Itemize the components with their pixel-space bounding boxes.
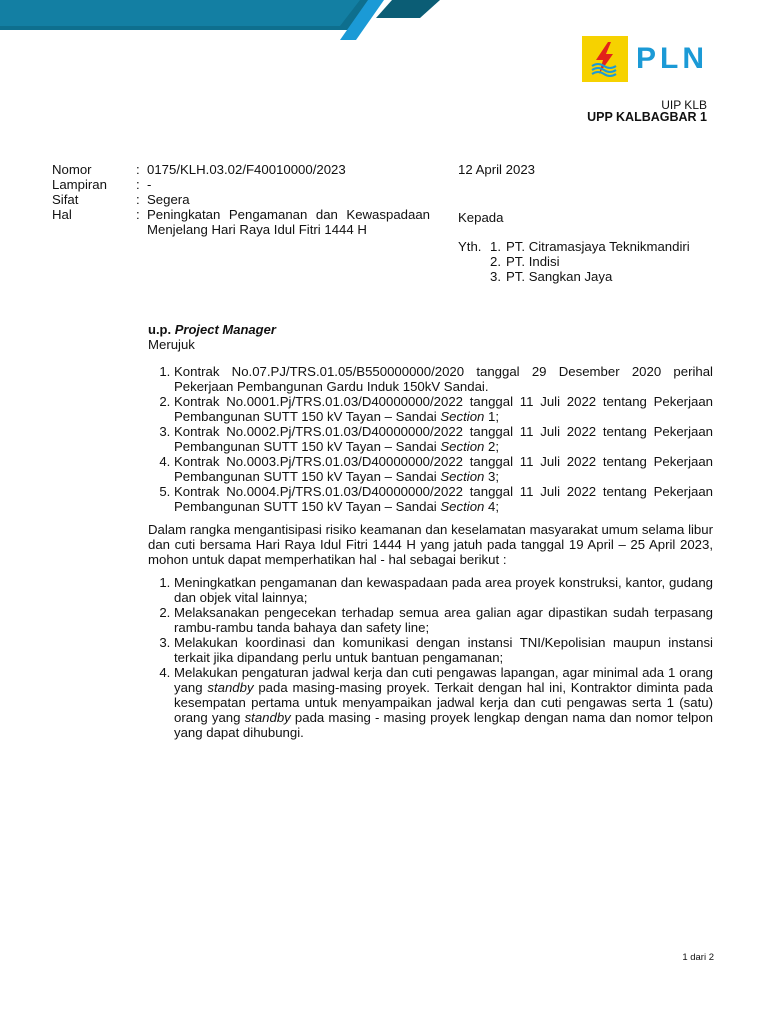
lightning-icon	[582, 36, 628, 82]
pln-logo-mark	[582, 36, 628, 82]
header-band	[0, 0, 768, 40]
meta-colon: :	[136, 177, 140, 192]
list-item-text: Kontrak No.0003.Pj/TRS.01.03/D40000000/2022 tanggal 11 Juli 2022 tentang Pekerjaan Pembangunan SUTT 150 kV Tayan – Sandai Section 3;	[174, 454, 713, 484]
recipient-name: PT. Indisi	[506, 254, 560, 269]
meta-row-nomor	[52, 162, 432, 177]
yth-label: Yth.	[458, 239, 482, 254]
list-item-text: Kontrak No.0001.Pj/TRS.01.03/D40000000/2022 tanggal 11 Juli 2022 tentang Pekerjaan Pembangunan SUTT 150 kV Tayan – Sandai Section 1;	[174, 394, 713, 424]
unit-line-2: UPP KALBAGBAR 1	[587, 110, 707, 124]
meta-row-hal	[52, 207, 432, 237]
recipient-num: 1.	[490, 239, 501, 254]
recipient-row	[458, 239, 690, 254]
meta-row-sifat	[52, 192, 432, 207]
meta-value-lampiran: -	[147, 177, 152, 192]
pln-logo-text: PLN	[636, 42, 708, 75]
meta-key: Nomor	[52, 162, 92, 177]
list-item	[148, 424, 713, 454]
list-item-text: Kontrak No.07.PJ/TRS.01.05/B550000000/2020 tanggal 29 Desember 2020 perihal Pekerjaan Pembangunan Gardu Induk 150kV Sandai.	[174, 364, 713, 394]
list-item-text: Meningkatkan pengamanan dan kewaspadaan pada area proyek konstruksi, kantor, gudang dan objek vital lainnya;	[174, 575, 713, 605]
list-item	[148, 394, 713, 424]
meta-key: Sifat	[52, 192, 79, 207]
list-item-num: 5.	[159, 484, 171, 499]
salutation-name: Project Manager	[174, 322, 276, 337]
recipient-row	[458, 269, 690, 284]
list-item-text: Melakukan koordinasi dan komunikasi dengan instansi TNI/Kepolisian maupun instansi terkait jika dipandang perlu untuk bantuan pengamanan;	[174, 635, 713, 665]
list-item-text: Melakukan pengaturan jadwal kerja dan cuti pengawas lapangan, agar minimal ada 1 orang yang standby pada masing-masing proyek. Terkait dengan hal ini, Kontraktor diminta pada kesempatan pertama untuk menyampaikan jadwal kerja dan cuti pengawas serta 1 (satu) orang yang standby pada masing - masing proyek lengkap dengan nama dan nomor telpon yang dapat dihubungi.	[174, 665, 714, 740]
salutation	[148, 322, 276, 337]
list-item-text: Kontrak No.0004.Pj/TRS.01.03/D40000000/2022 tanggal 11 Juli 2022 tentang Pekerjaan Pembangunan SUTT 150 kV Tayan – Sandai Section 4;	[174, 484, 713, 514]
list-item	[148, 665, 713, 740]
recipient-row	[458, 254, 690, 269]
recipient-name: PT. Sangkan Jaya	[506, 269, 613, 284]
list-item-num: 1.	[159, 575, 171, 590]
list-item-num: 3.	[159, 424, 171, 439]
unit-line-1: UIP KLB	[661, 98, 707, 112]
list-item	[148, 605, 713, 635]
list-item-text: Melaksanakan pengecekan terhadap semua area galian agar dipastikan sudah terpasang rambu-rambu tanda bahaya dan safety line;	[174, 605, 713, 635]
pln-logo	[582, 36, 708, 82]
list-item	[148, 575, 713, 605]
header-band-graphic	[0, 0, 768, 40]
action-list	[148, 575, 713, 740]
page-number: 1 dari 2	[682, 952, 714, 963]
list-item	[148, 635, 713, 665]
list-item-num: 4.	[159, 665, 171, 680]
list-item	[148, 484, 713, 514]
meta-row-lampiran	[52, 177, 432, 192]
recipient-num: 2.	[490, 254, 501, 269]
meta-value-nomor: 0175/KLH.03.02/F40010000/2023	[147, 162, 346, 177]
list-item	[148, 364, 713, 394]
meta-colon: :	[136, 207, 140, 222]
recipient-num: 3.	[490, 269, 501, 284]
reference-list	[148, 364, 713, 514]
merujuk-label: Merujuk	[148, 337, 195, 352]
list-item-num: 2.	[159, 605, 171, 620]
meta-key: Lampiran	[52, 177, 107, 192]
yth-label-spacer	[458, 254, 490, 269]
list-item	[148, 454, 713, 484]
meta-value-sifat: Segera	[147, 192, 190, 207]
salutation-prefix: u.p.	[148, 322, 172, 337]
meta-key: Hal	[52, 207, 72, 222]
list-item-num: 1.	[159, 364, 171, 379]
kepada-label: Kepada	[458, 210, 504, 225]
letter-date: 12 April 2023	[458, 162, 535, 177]
meta-colon: :	[136, 192, 140, 207]
list-item-num: 2.	[159, 394, 171, 409]
meta-value-hal: Peningkatan Pengamanan dan Kewaspadaan Menjelang Hari Raya Idul Fitri 1444 H	[147, 207, 430, 237]
body-paragraph: Dalam rangka mengantisipasi risiko keamanan dan keselamatan masyarakat umum selama libur dan cuti bersama Hari Raya Idul Fitri 1444 H yang jatuh pada tanggal 19 April – 25 April 2023, mohon untuk dapat memperhatikan hal - hal sebagai berikut :	[148, 522, 713, 567]
list-item-text: Kontrak No.0002.Pj/TRS.01.03/D40000000/2022 tanggal 11 Juli 2022 tentang Pekerjaan Pembangunan SUTT 150 kV Tayan – Sandai Section 2;	[174, 424, 713, 454]
recipients	[458, 239, 690, 284]
recipient-name: PT. Citramasjaya Teknikmandiri	[506, 239, 690, 254]
letter-meta	[52, 162, 432, 237]
meta-colon: :	[136, 162, 140, 177]
list-item-num: 3.	[159, 635, 171, 650]
yth-label-spacer	[458, 269, 490, 284]
list-item-num: 4.	[159, 454, 171, 469]
